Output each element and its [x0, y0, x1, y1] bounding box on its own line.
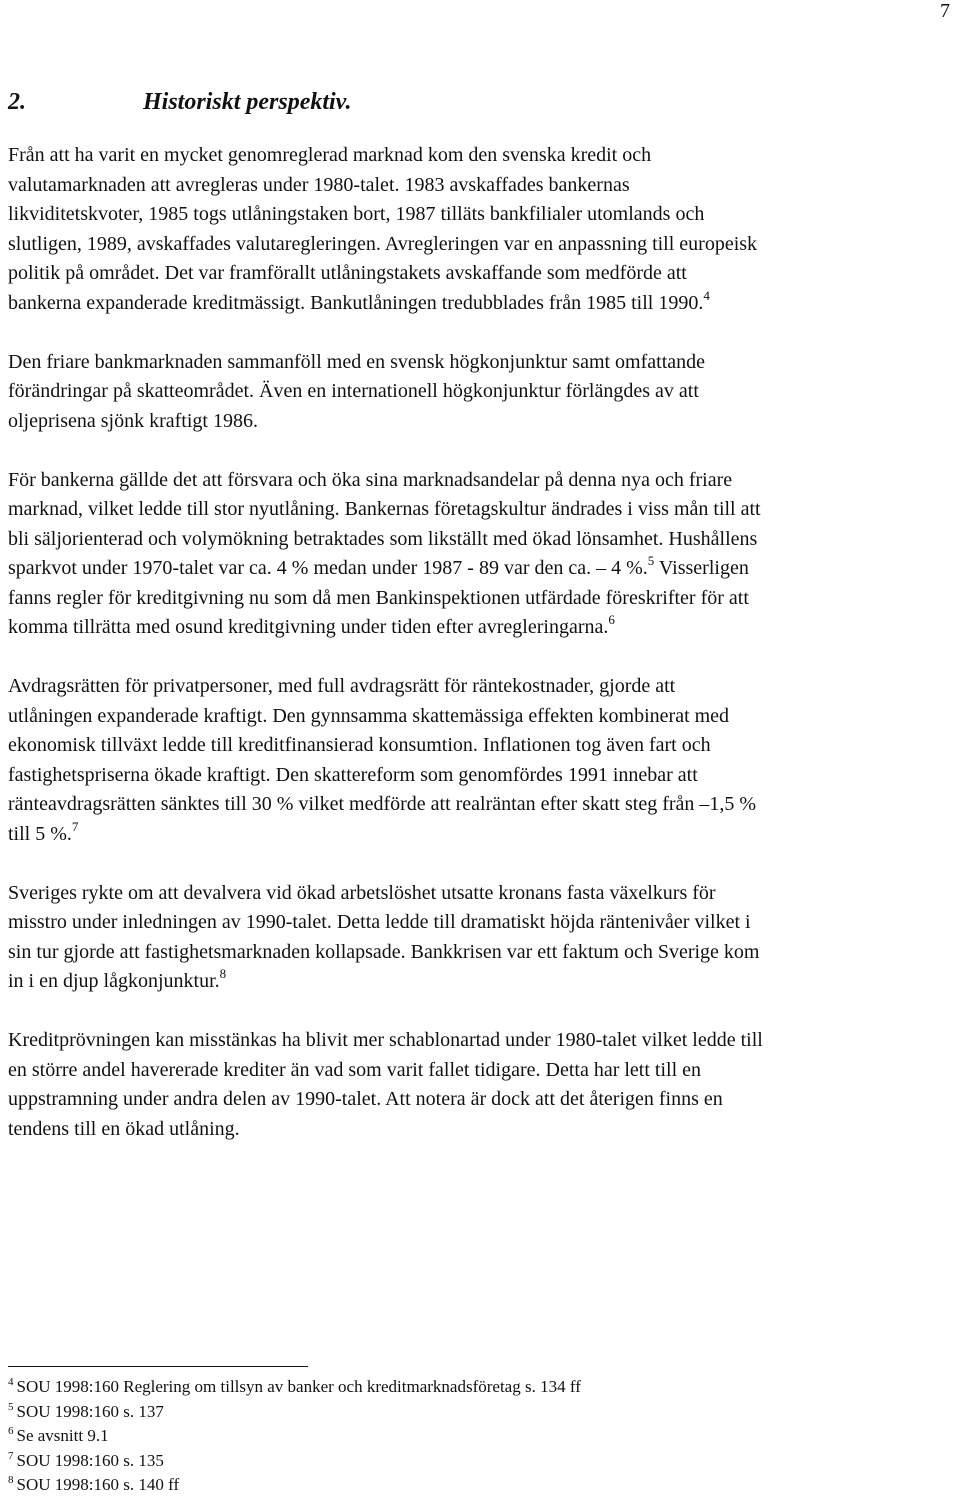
footnote-4	[8, 1375, 808, 1400]
footnote-number: 5	[8, 1400, 14, 1413]
footnote-text: SOU 1998:160 s. 135	[16, 1450, 164, 1470]
footnote-5	[8, 1400, 808, 1425]
footnote-7	[8, 1449, 808, 1474]
footnote-number: 6	[8, 1425, 14, 1437]
footnote-8	[8, 1473, 808, 1498]
footnote-text: SOU 1998:160 Reglering om tillsyn av banker och kreditmarknadsföretag s. 134 ff	[16, 1377, 581, 1396]
footnote-6	[8, 1424, 808, 1449]
page-number: 7	[940, 0, 950, 22]
body-text	[8, 141, 958, 1174]
footnote-ref[interactable]: 4	[703, 287, 710, 303]
footnotes	[8, 1366, 808, 1498]
footnote-number: 7	[8, 1449, 14, 1462]
footnote-text: SOU 1998:160 s. 137	[16, 1401, 164, 1421]
footnote-ref[interactable]: 5	[647, 553, 655, 568]
paragraph-text: Från att ha varit en mycket genomreglerad marknad kom den svenska kredit och valutamarknaden att avregleras under 1980-talet. 1983 avskaffades bankernas likviditetskvoter, 1985 togs utlåningstaken bort, 1987 tilläts bankfilialer utomlands och slutligen, 1989, avskaffades valutaregleringen. Avregleringen var en anpassning till europeisk politik på området. Det var framförallt utlåningstakets avskaffande som medförde att bankerna expanderade kreditmässigt. Bankutlåningen tredubblades från 1985 till 1990.	[8, 144, 758, 314]
footnote-ref[interactable]: 7	[71, 818, 79, 834]
footnote-ref[interactable]: 8	[219, 966, 227, 981]
section-number: 2.	[8, 89, 26, 115]
paragraph-text: Den friare bankmarknaden sammanföll med en svensk högkonjunktur samt omfattande förändringar på skatteområdet. Även en internationell högkonjunktur förlängdes av att oljeprisena sjönk kraftigt 1986.	[8, 350, 706, 432]
paragraph-deregulation	[8, 141, 958, 318]
section-heading	[8, 86, 351, 118]
paragraph-credit-review	[8, 1026, 958, 1144]
footnote-divider	[8, 1366, 308, 1367]
footnote-number: 8	[8, 1474, 14, 1486]
paragraph-text: För bankerna gällde det att försvara och öka sina marknadsandelar på denna nya och friare marknad, vilket ledde till stor nyutlåning. Bankernas företagskultur ändrades i viss mån till att bli säljorienterad och volymökning betraktades som likställt med ökad lönsamhet. Hushållens sparkvot under 1970-talet var ca. 4 % medan under 1987 - 89 var den ca. – 4 %.	[8, 468, 761, 579]
paragraph-tax	[8, 672, 958, 849]
paragraph-text: Sveriges rykte om att devalvera vid ökad arbetslöshet utsatte kronans fasta växelkurs för misstro under inledningen av 1990-talet. Detta ledde till dramatiskt höjda räntenivåer vilket i sin tur gjorde att fastighetsmarknaden kollapsade. Bankkrisen var ett faktum och Sverige kom in i en djup lågkonjunktur.	[8, 881, 760, 992]
footnote-text: Se avsnitt 9.1	[16, 1426, 109, 1445]
footnote-ref[interactable]: 6	[608, 612, 615, 627]
paragraph-text: Avdragsrätten för privatpersoner, med full avdragsrätt för räntekostnader, gjorde att utlåningen expanderade kraftigt. Den gynnsamma skattemässiga effekten kombinerat med ekonomisk tillväxt ledde till kreditfinansierad konsumtion. Inflationen tog även fart och fastighetspriserna ökade kraftigt. Den skattereform som genomfördes 1991 innebar att ränteavdragsrätten sänktes till 30 % vilket medförde att realräntan efter skatt steg från –1,5 % till 5 %.	[8, 675, 757, 845]
section-title: Historiskt perspektiv.	[143, 89, 352, 115]
paragraph-text-continued: Visserligen fanns regler för kreditgivning nu som då men Bankinspektionen utfärdade föreskrifter för att komma tillrätta med osund kreditgivning under tiden efter avregleringarna.	[8, 557, 749, 638]
paragraph-crisis	[8, 879, 958, 997]
footnote-number: 4	[8, 1376, 14, 1388]
paragraph-text: Kreditprövningen kan misstänkas ha blivit mer schablonartad under 1980-talet vilket ledde till en större andel havererade krediter än vad som varit fallet tidigare. Detta har lett till en uppstramning under andra delen av 1990-talet. Att notera är dock att det återigen finns en tendens till en ökad utlåning.	[8, 1029, 763, 1140]
paragraph-banks	[8, 466, 958, 643]
footnote-text: SOU 1998:160 s. 140 ff	[16, 1475, 180, 1494]
paragraph-boom	[8, 348, 958, 437]
